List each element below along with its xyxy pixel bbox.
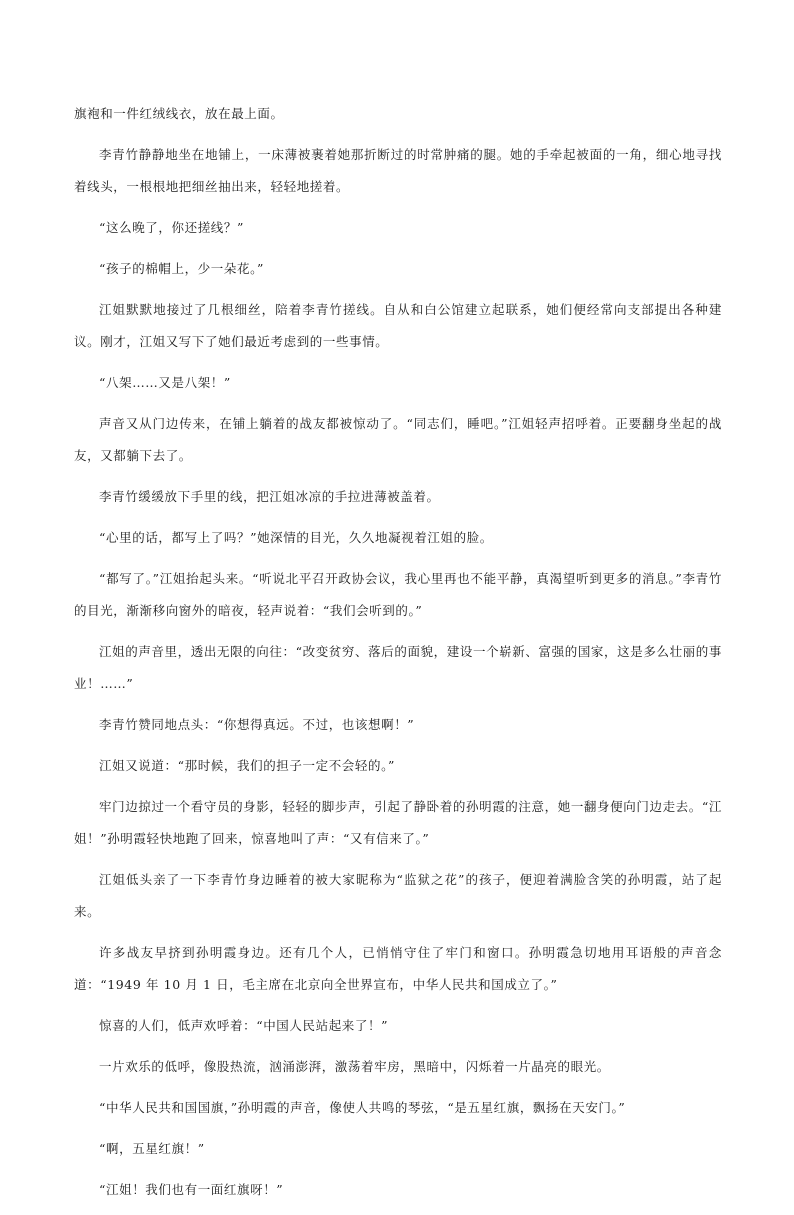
paragraph: 许多战友早挤到孙明霞身边。还有几个人，已悄悄守住了牢门和窗口。孙明霞急切地用耳语般的声音念道：“1949 年 10 月 1 日，毛主席在北京向全世界宣布，中华人民共和国成立了。” xyxy=(74,945,722,992)
paragraph: “都写了。”江姐抬起头来。“听说北平召开政协会议，我心里再也不能平静，真渴望听到更多的消息。”李青竹的目光，渐渐移向窗外的暗夜，轻声说着：“我们会听到的。” xyxy=(74,571,722,618)
paragraph: “江姐！我们也有一面红旗呀！” xyxy=(99,1182,284,1197)
paragraph: 旗袍和一件红绒线衣，放在最上面。 xyxy=(74,106,284,121)
paragraph: 声音又从门边传来，在铺上躺着的战友都被惊动了。“同志们，睡吧。”江姐轻声招呼着。正要翻身坐起的战友，又都躺下去了。 xyxy=(74,416,722,463)
document-page xyxy=(74,98,722,1215)
paragraph: 一片欢乐的低呼，像股热流，汹涌澎湃，激荡着牢房，黑暗中，闪烁着一片晶亮的眼光。 xyxy=(99,1059,610,1074)
paragraph: 江姐低头亲了一下李青竹身边睡着的被大家昵称为“监狱之花”的孩子，便迎着满脸含笑的孙明霞，站了起来。 xyxy=(74,872,722,919)
paragraph: 李青竹赞同地点头：“你想得真远。不过，也该想啊！” xyxy=(99,717,415,732)
paragraph: “八架……又是八架！” xyxy=(99,375,231,390)
paragraph: 牢门边掠过一个看守员的身影，轻轻的脚步声，引起了静卧着的孙明霞的注意，她一翻身便向门边走去。“江姐！”孙明霞轻快地跑了回来，惊喜地叫了声：“又有信来了。” xyxy=(74,799,722,846)
paragraph: “孩子的棉帽上，少一朵花。” xyxy=(99,261,264,276)
paragraph: “啊，五星红旗！” xyxy=(99,1141,205,1156)
paragraph: 江姐默默地接过了几根细丝，陪着李青竹搓线。自从和白公馆建立起联系，她们便经常向支部提出各种建议。刚才，江姐又写下了她们最近考虑到的一些事情。 xyxy=(74,302,722,349)
paragraph: “中华人民共和国国旗，”孙明霞的声音，像使人共鸣的琴弦，“是五星红旗，飘扬在天安门。” xyxy=(99,1100,626,1115)
paragraph: 江姐的声音里，透出无限的向往：“改变贫穷、落后的面貌，建设一个崭新、富强的国家，这是多么壮丽的事业！……” xyxy=(74,644,722,691)
paragraph: 江姐又说道：“那时候，我们的担子一定不会轻的。” xyxy=(99,758,395,773)
paragraph: “心里的话，都写上了吗？”她深情的目光，久久地凝视着江姐的脸。 xyxy=(99,530,493,545)
paragraph: 李青竹静静地坐在地铺上，一床薄被裹着她那折断过的时常肿痛的腿。她的手牵起被面的一角，细心地寻找着线头，一根根地把细丝抽出来，轻轻地搓着。 xyxy=(74,147,722,194)
paragraph: “这么晚了，你还搓线？” xyxy=(99,220,244,235)
paragraph: 惊喜的人们，低声欢呼着：“中国人民站起来了！” xyxy=(99,1018,389,1033)
paragraph: 李青竹缓缓放下手里的线，把江姐冰凉的手拉进薄被盖着。 xyxy=(99,489,440,504)
